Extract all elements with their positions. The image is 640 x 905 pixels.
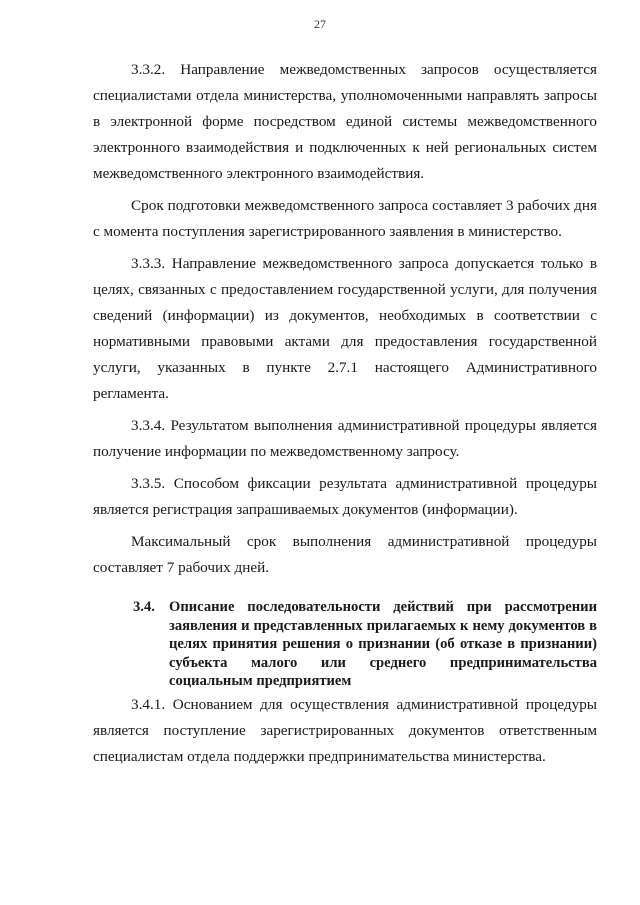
body-text-bottom xyxy=(93,692,597,770)
paragraph-3-3-5: 3.3.5. Способом фиксации результата административной процедуры является регистрация запрашиваемых документов (информации). xyxy=(93,475,597,518)
paragraph-3-3-3: 3.3.3. Направление межведомственного запроса допускается только в целях, связанных с предоставлением государственной услуги, для получения сведений (информации) из документов, необходимых в соответствии с нормативными правовыми актами для предоставления государственной услуги, указанных в пункте 2.7.1 настоящего Административного регламента. xyxy=(93,255,597,402)
paragraph-3-3-2: 3.3.2. Направление межведомственных запросов осуществляется специалистами отдела министерства, уполномоченными направлять запросы в электронной форме посредством единой системы межведомственного электронного взаимодействия и подключенных к ней региональных систем межведомственного электронного взаимодействия. xyxy=(93,61,597,182)
section-number: 3.4. xyxy=(133,599,155,615)
paragraph-3-4-1: 3.4.1. Основанием для осуществления административной процедуры является поступление зарегистрированных документов ответственным специалистам отдела поддержки предпринимательства министерства. xyxy=(93,696,597,765)
section-title: Описание последовательности действий при рассмотрении заявления и представленных прилагаемых к нему документов в целях принятия решения о признании (об отказе в признании) субъекта малого или среднего предпринимательства социальным предприятием xyxy=(169,599,597,689)
paragraph-request-deadline: Срок подготовки межведомственного запроса составляет 3 рабочих дня с момента поступления зарегистрированного заявления в министерство. xyxy=(93,197,597,240)
paragraph-max-term: Максимальный срок выполнения административной процедуры составляет 7 рабочих дней. xyxy=(93,533,597,576)
paragraph-3-3-4: 3.3.4. Результатом выполнения административной процедуры является получение информации по межведомственному запросу. xyxy=(93,417,597,460)
section-heading-3-4 xyxy=(93,598,597,691)
page-number: 27 xyxy=(314,17,326,31)
body-text-top xyxy=(93,57,597,581)
